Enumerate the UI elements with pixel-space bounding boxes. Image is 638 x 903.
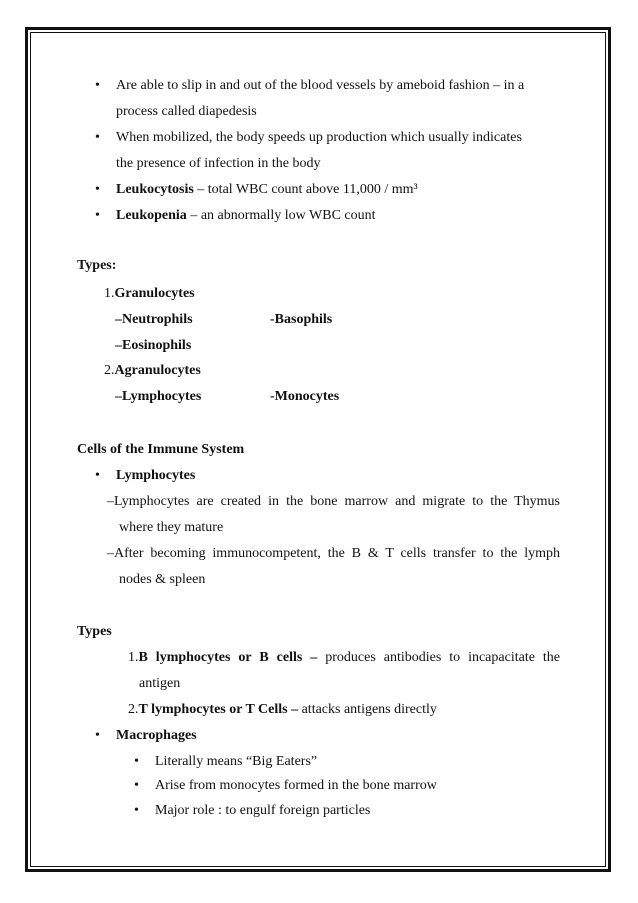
agranulocytes-label: Agranulocytes: [114, 363, 201, 378]
granulocytes-item: [104, 285, 195, 303]
monocytes-item: [270, 388, 339, 406]
eosinophils-label: –Eosinophils: [115, 338, 192, 353]
leukopenia-definition: – an abnormally low WBC count: [186, 208, 376, 223]
term-leukocytosis: Leukocytosis: [116, 182, 194, 197]
agranulocytes-number: 2.: [104, 363, 115, 378]
t-cells-number: 2.: [128, 702, 139, 717]
monocytes-label: -Monocytes: [270, 389, 340, 404]
immune-heading: [77, 441, 244, 459]
bullet-leukocytosis: [116, 181, 418, 199]
bullet-marker: •: [134, 754, 139, 769]
immune-heading-text: Cells of the Immune System: [77, 442, 245, 457]
bullet-marker: •: [95, 182, 100, 197]
lymphocytes-bullet-label: Lymphocytes: [116, 468, 196, 483]
term-leukopenia: Leukopenia: [116, 208, 187, 223]
macrophages-label: Macrophages: [116, 728, 197, 743]
neutrophils-item: [115, 311, 193, 329]
granulocytes-number: 1.: [104, 286, 115, 301]
macro-item-role: Major role : to engulf foreign particles: [155, 803, 371, 818]
lymphocytes-bullet: [116, 467, 195, 485]
macro-item-big-eaters: Literally means “Big Eaters”: [155, 754, 318, 769]
bullet-marker: •: [134, 778, 139, 793]
macro-item-origin: Arise from monocytes formed in the bone marrow: [155, 778, 437, 793]
macrophages-bullet: [116, 727, 197, 745]
types-heading-text: Types:: [77, 258, 117, 273]
agranulocytes-item: [104, 362, 201, 380]
lymphocytes-origin-line1: –Lymphocytes are created in the bone marrow and migrate to the Thymus: [107, 494, 560, 509]
types2-heading: [77, 623, 112, 641]
bullet-mobilized-line2: the presence of infection in the body: [116, 156, 321, 171]
types2-heading-text: Types: [77, 624, 112, 639]
bullet-marker: •: [95, 78, 100, 93]
bullet-diapedesis-line2: process called diapedesis: [116, 104, 257, 119]
immunocompetent-line1: –After becoming immunocompetent, the B & T cells transfer to the lymph: [107, 546, 560, 561]
b-cells-number: 1.: [128, 650, 139, 665]
t-cells-description: attacks antigens directly: [298, 702, 437, 717]
eosinophils-item: [115, 337, 191, 355]
b-cells-description: produces antibodies to incapacitate the: [317, 650, 560, 665]
granulocytes-label: Granulocytes: [114, 286, 195, 301]
types-heading: [77, 257, 116, 275]
basophils-item: [270, 311, 332, 329]
b-cells-item-line1: [128, 649, 560, 667]
bullet-leukopenia: [116, 207, 376, 225]
immunocompetent-line2: nodes & spleen: [119, 572, 206, 587]
bullet-diapedesis-line1: Are able to slip in and out of the blood vessels by ameboid fashion – in a: [116, 78, 525, 93]
bullet-marker: •: [95, 208, 100, 223]
bullet-marker: •: [95, 728, 100, 743]
bullet-marker: •: [95, 468, 100, 483]
basophils-label: -Basophils: [270, 312, 333, 327]
bullet-mobilized-line1: When mobilized, the body speeds up production which usually indicates: [116, 130, 522, 145]
lymphocytes-label: –Lymphocytes: [115, 389, 202, 404]
bullet-marker: •: [134, 803, 139, 818]
t-cells-item: [128, 701, 437, 719]
lymphocytes-origin-line2: where they mature: [119, 520, 224, 535]
b-cells-term: B lymphocytes or B cells –: [138, 650, 318, 665]
lymphocytes-item: [115, 388, 201, 406]
bullet-marker: •: [95, 130, 100, 145]
t-cells-term: T lymphocytes or T Cells –: [138, 702, 299, 717]
b-cells-item-line2: antigen: [139, 676, 181, 691]
leukocytosis-definition: – total WBC count above 11,000 / mm³: [193, 182, 418, 197]
neutrophils-label: –Neutrophils: [115, 312, 193, 327]
